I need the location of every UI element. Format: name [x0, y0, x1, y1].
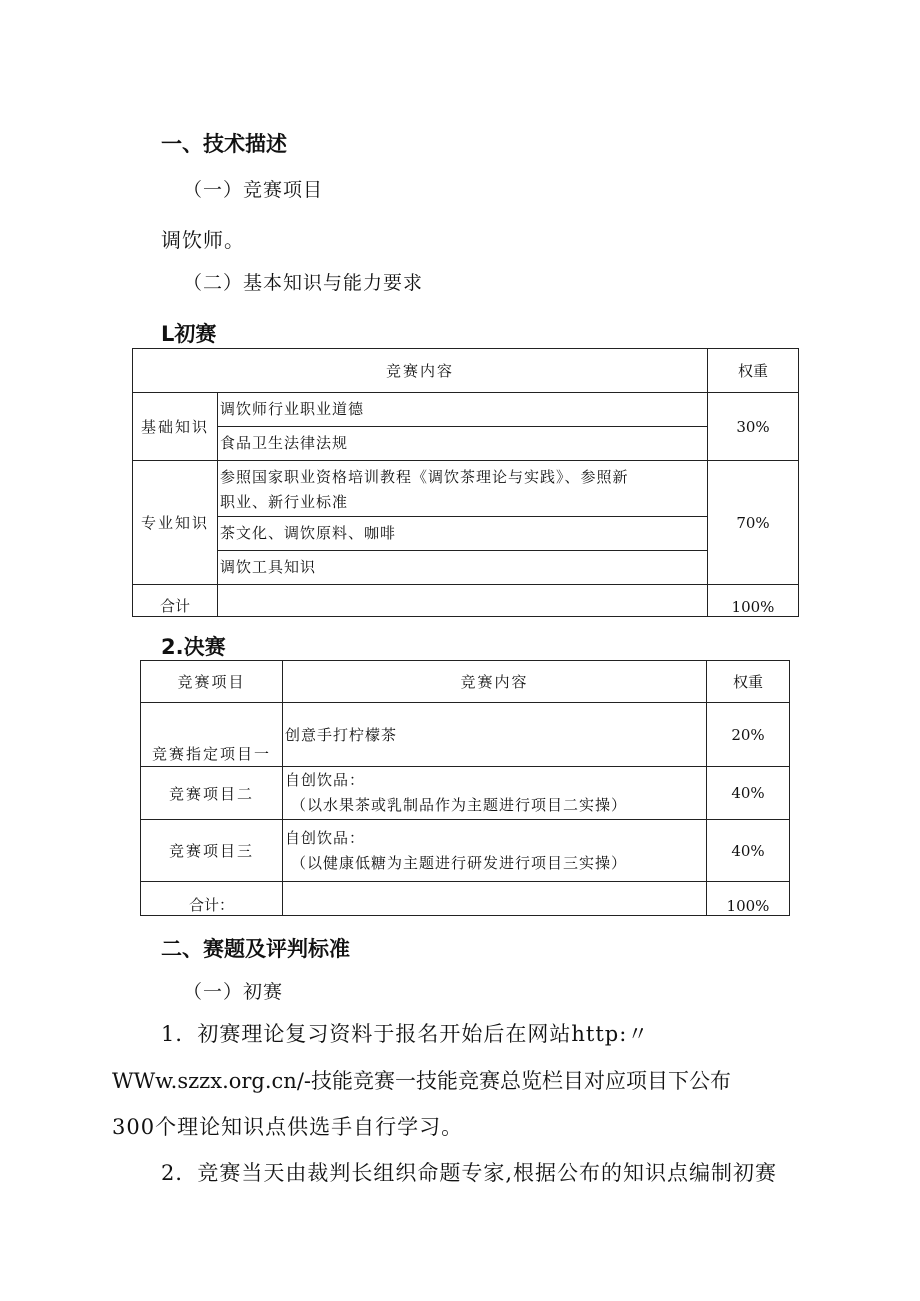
- paragraph-1-line-2: WWw.szzx.org.cn/-技能竞赛一技能竞赛总览栏目对应项目下公布: [112, 1069, 732, 1093]
- table2-header-content: 竞赛内容: [283, 661, 707, 703]
- paragraph-1-line-3: 300个理论知识点供选手自行学习。: [112, 1115, 464, 1139]
- final-item-content: 自创饮品：: [285, 828, 366, 847]
- table1-total-label: 合计: [133, 585, 218, 617]
- paragraph-1-line-1: 1．初赛理论复习资料于报名开始后在网站http:〃: [161, 1022, 650, 1046]
- table1-total-weight: 100%: [708, 585, 799, 617]
- table-row: [141, 767, 790, 820]
- pro-item: 调饮工具知识: [220, 558, 317, 576]
- final-item-name: 竞赛项目二: [141, 767, 283, 820]
- table-row: [141, 703, 790, 767]
- subsection-title-prelim: （一）初赛: [183, 981, 284, 1003]
- final-item-content-note: （以水果茶或乳制品作为主题进行项目二实操）: [291, 796, 628, 814]
- table-row: [141, 820, 790, 882]
- professional-knowledge-items: [218, 461, 708, 585]
- table1-header-weight: 权重: [708, 349, 799, 393]
- final-weight-table: [140, 660, 790, 916]
- table2-total-weight: 100%: [707, 882, 790, 916]
- prelim-title: L初赛: [161, 322, 217, 346]
- pro-item: 参照国家职业资格培训教程《调饮茶理论与实践》、参照新: [220, 468, 629, 486]
- final-item-content: 创意手打柠檬茶: [283, 703, 707, 767]
- basic-item: 食品卫生法律法规: [220, 434, 349, 452]
- final-item-weight: 40%: [707, 820, 790, 882]
- subsection-title-knowledge-requirements: （二）基本知识与能力要求: [183, 272, 424, 294]
- final-item-weight: 40%: [707, 767, 790, 820]
- pro-item: 茶文化、调饮原料、咖啡: [218, 517, 707, 551]
- basic-item: 调饮师行业职业道德: [218, 393, 707, 427]
- table1-header-content: 竞赛内容: [133, 349, 708, 393]
- section-title-technical-description: 一、技术描述: [161, 132, 287, 156]
- final-item-name: 竞赛指定项目一: [141, 703, 283, 767]
- final-title: 2.决赛: [161, 635, 226, 659]
- competition-item-text: 调饮师。: [161, 228, 245, 252]
- table2-header-item: 竞赛项目: [141, 661, 283, 703]
- prelim-weight-table: [132, 348, 799, 617]
- final-item-weight: 20%: [707, 703, 790, 767]
- final-item-content: 自创饮品：: [285, 771, 366, 789]
- subsection-title-competition-item: （一）竞赛项目: [183, 179, 324, 201]
- basic-knowledge-weight: 30%: [708, 393, 799, 461]
- paragraph-2-line-1: 2．竞赛当天由裁判长组织命题专家,根据公布的知识点编制初赛: [161, 1161, 778, 1185]
- section-title-questions-criteria: 二、赛题及评判标准: [161, 937, 350, 961]
- professional-knowledge-weight: 70%: [708, 461, 799, 585]
- table2-header-weight: 权重: [707, 661, 790, 703]
- final-item-content-note: （以健康低糖为主题进行研发进行项目三实操）: [291, 853, 628, 872]
- professional-knowledge-label: 专业知识: [133, 461, 218, 585]
- table2-total-label: 合计：: [141, 882, 283, 916]
- final-item-name: 竞赛项目三: [141, 820, 283, 882]
- basic-knowledge-items: [218, 393, 708, 461]
- basic-knowledge-label: 基础知识: [133, 393, 218, 461]
- pro-item: 职业、新行业标准: [220, 493, 349, 511]
